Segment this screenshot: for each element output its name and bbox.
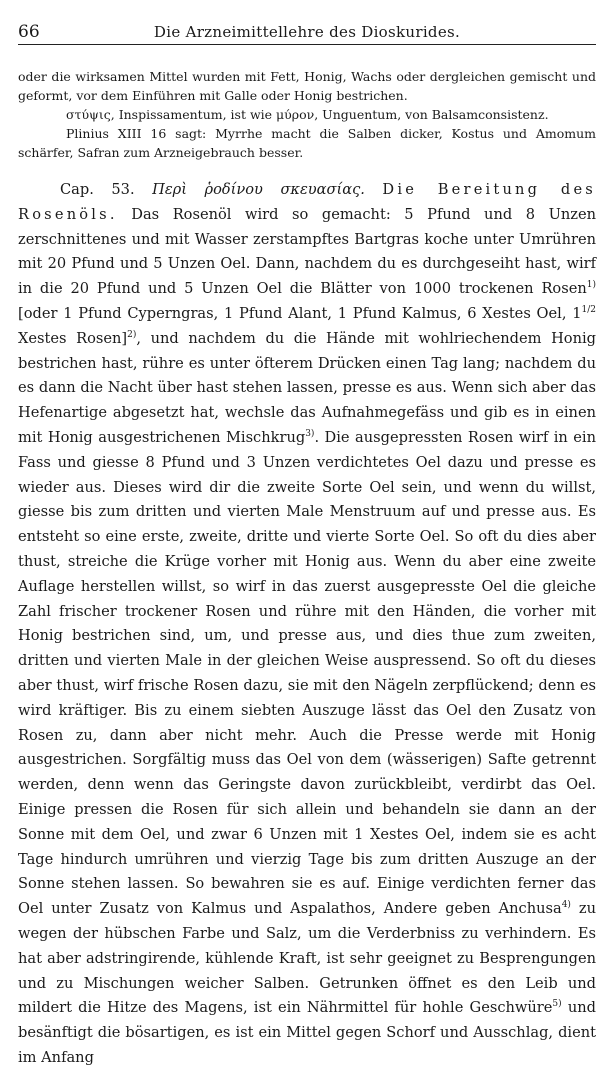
footnote-line: στύψις, Inspissamentum, ist wie μύρον, Unguentum, von Balsamconsistenz. (66, 107, 549, 122)
footnote-ref: 1) (586, 280, 596, 291)
footnote-ref: 2) (127, 329, 137, 340)
german-chapter-title: Die Bereitung des Rosenöls. (18, 181, 596, 223)
greek-chapter-title: Περὶ ῥοδίνου σκευασίας. (152, 181, 365, 198)
body-text: . Die ausgepressten Rosen wirf in ein Fass und giesse 8 Pfund und 3 Unzen verdichtetes Oel dazu und presse es wieder aus. Dieses wird dir die zweite Sorte Oel sein, und wenn du willst, giesse bis zum dritten und vierten Male Menstruum auf und presse aus. Es entsteht so eine erste, zweite, dritte und vierte Sorte Oel. So oft du dies aber thust, streiche die Krüge vorher mit Honig aus. Wenn du aber eine zweite Auflage herstellen willst, so wirf in das zuerst ausgepresste Oel die gleiche Zahl frischer trockener Rosen und rühre mit den Händen, die vorher mit Honig bestrichen sind, um, und presse aus, und dies thue zum zweiten, dritten und vierten Male in der gleichen Weise auspressend. So oft du dieses aber thust, wirf frische Rosen dazu, sie mit den Nägeln zerpflückend; denn es wird kräftiger. Bis zu einem siebten Auszuge lässt das Oel den Zusatz von Rosen zu, dann aber nicht mehr. Auch die Presse werde mit Honig ausgestrichen. Sorgfältig muss das Oel von dem (wässerigen) Safte getrennt werden, denn wenn das Geringste davon zurückbleibt, verdirbt das Oel. Einige pressen die Rosen für sich allein und behandeln sie dann an der Sonne mit dem Oel, und zwar 6 Unzen mit 1 Xestes Oel, indem sie es acht Tage hindurch umrühren und vierzig Tage bis zum dritten Auszuge an der Sonne stehen lassen. So bewahren sie es auf. Einige verdichten ferner das Oel unter Zusatz von Kalmus und Aspalathos, Andere geben Anchusa (18, 428, 596, 918)
body-text: Das Rosenöl wird so gemacht: 5 Pfund und 8 Unzen zerschnittenes und mit Wasser zerstampftes Bartgras koche unter Umrühren mit 20 Pfund und 5 Unzen Oel. Dann, nachdem du es durchgeseiht hast, wirf in die 20 Pfund und 5 Unzen Oel die Blätter von 1000 trockenen Rosen (18, 205, 597, 298)
body-text: zu wegen der hübschen Farbe und Salz, um die Verderbniss zu verhindern. Es hat aber adstringirende, kühlende Kraft, ist sehr geeignet zu Besprengungen und zu Mischungen weicher Salben. Getrunken öffnet es den Leib und mildert die Hitze des Magens, ist ein Nährmittel für hohle Geschwüre (18, 900, 596, 1017)
body-text: und besänftigt die bösartigen, es ist ein Mittel gegen Schorf und Ausschlag, dient im Anfang (18, 999, 596, 1066)
footnote-ref: 5) (552, 999, 562, 1010)
chapter-label: Cap. 53. (60, 181, 135, 198)
running-head (18, 0, 596, 45)
page-number: 66 (18, 22, 40, 42)
body-text: Xestes Rosen] (18, 329, 128, 347)
footnote-ref: 4) (561, 900, 571, 911)
chapter-body (18, 178, 596, 1071)
running-title: Die Arzneimittellehre des Dioskurides. (153, 23, 461, 41)
fraction: 1/2 (581, 304, 596, 315)
footnote-line: oder die wirksamen Mittel wurden mit Fett, Honig, Wachs oder dergleichen gemischt und geformt, vor dem Einführen mit Galle oder Honig bestrichen. (18, 69, 596, 103)
body-text: , und nachdem du die Hände mit wohlriechendem Honig bestrichen hast, rühre es unter öfterem Drücken einen Tag lang; nachdem du es dann die Nacht über hast stehen lassen, presse es aus. Wenn sich aber das Hefenartige abgesetzt hat, wechsle das Aufnahmegefäss und gib es in einen mit Honig ausgestrichenen Mischkrug (18, 329, 596, 446)
footnote-ref: 3) (305, 428, 315, 439)
footnote-line: Plinius XIII 16 sagt: Myrrhe macht die Salben dicker, Kostus und Amomum schärfer, Safran zum Arzneigebrauch besser. (18, 126, 596, 160)
book-page (18, 0, 597, 1066)
body-text: [oder 1 Pfund Cyperngras, 1 Pfund Alant, 1 Pfund Kalmus, 6 Xestes Oel, 1 (18, 304, 582, 322)
chapter-paragraph (18, 178, 596, 1071)
footnotes-continued (18, 67, 596, 162)
